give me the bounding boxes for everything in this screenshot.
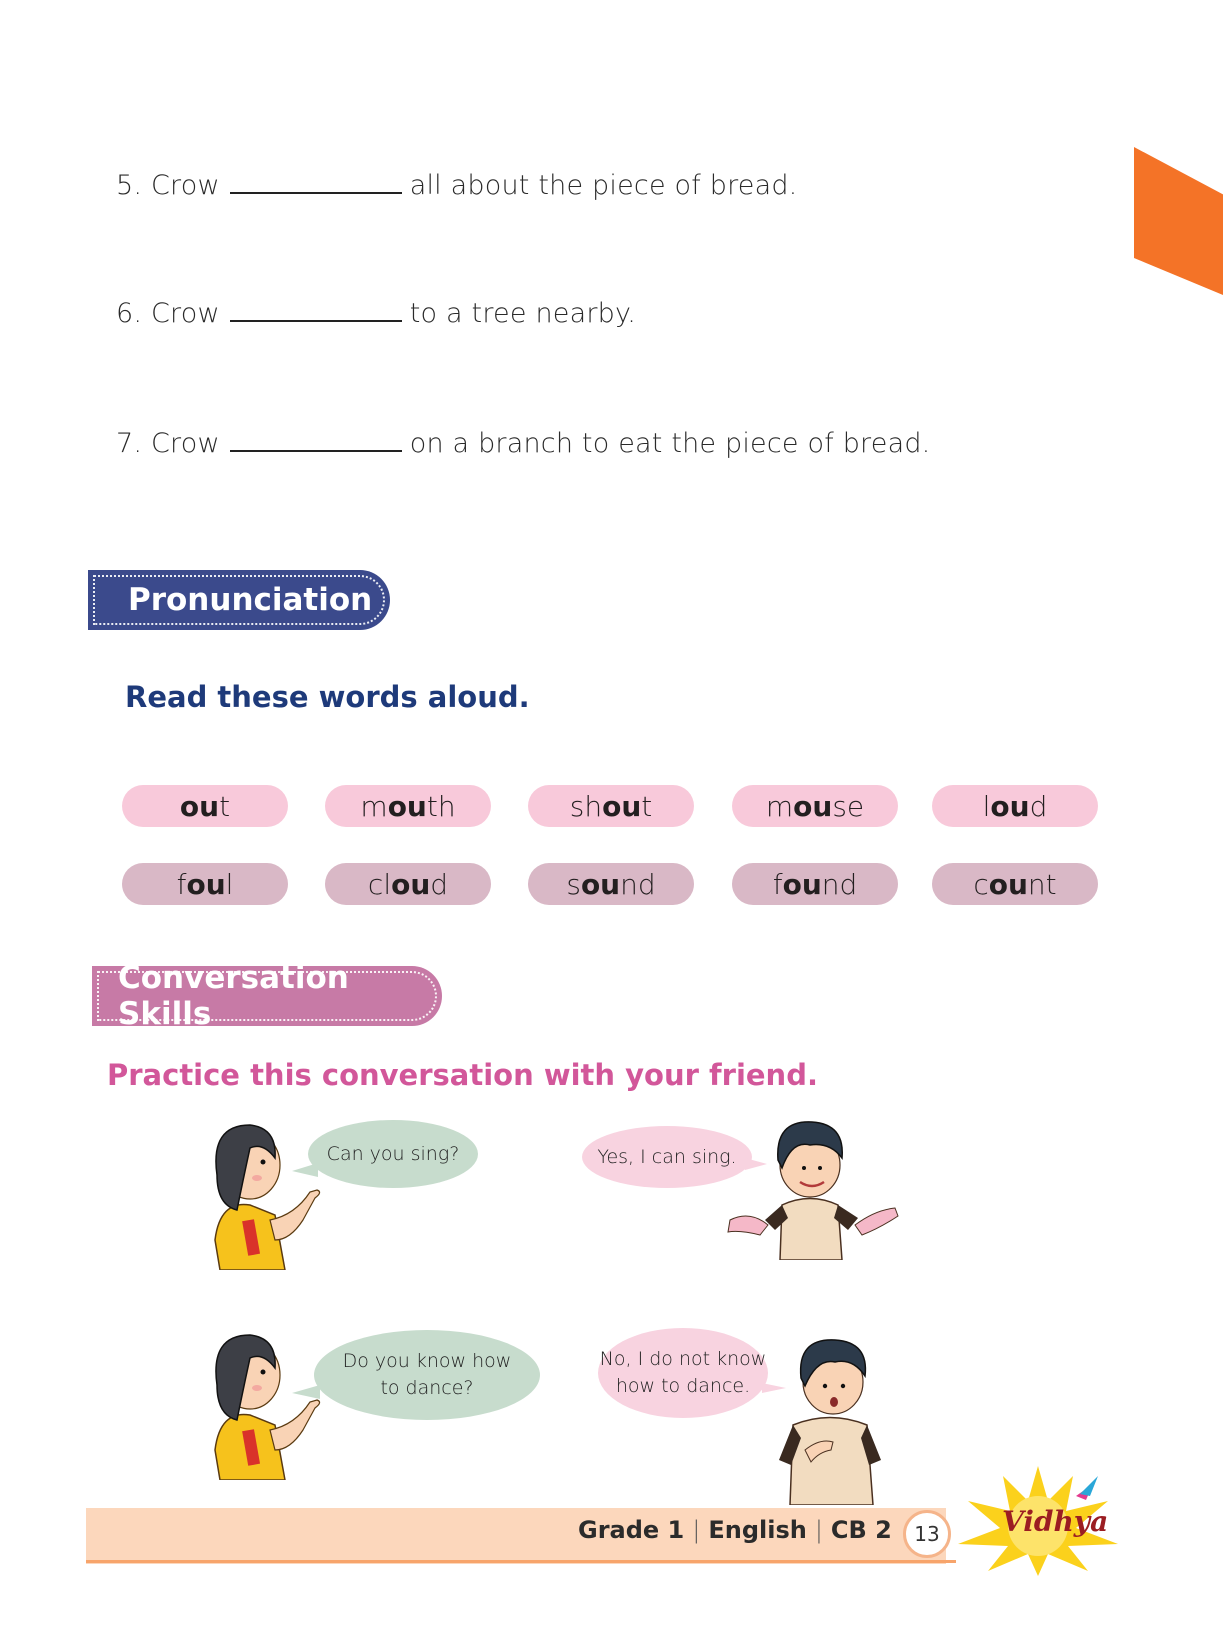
word-pill: cl ou d [325, 863, 491, 905]
answer-blank[interactable] [230, 449, 402, 452]
pronunciation-heading: Pronunciation [88, 570, 390, 630]
sentence-6: 6. Crow to a tree nearby. [116, 298, 637, 329]
word-pill: l ou d [932, 785, 1098, 827]
speech-bubble: Can you sing? [308, 1120, 478, 1188]
pronunciation-instruction: Read these words aloud. [125, 680, 530, 714]
brand-name: Vidhya [1002, 1505, 1109, 1538]
sentence-7: 7. Crow on a branch to eat the piece of bread. [116, 428, 931, 459]
bubble-tail [292, 1163, 318, 1177]
footer-underline [86, 1560, 956, 1563]
page-number: 13 [903, 1510, 951, 1558]
speech-bubble: Do you know how to dance? [314, 1330, 540, 1420]
boy-illustration [775, 1330, 895, 1505]
footer-book-info: Grade 1 | English | CB 2 [578, 1516, 892, 1544]
word-pill: f ou l [122, 863, 288, 905]
page-corner-tab [1134, 147, 1223, 295]
conversation-instruction: Practice this conversation with your friend. [107, 1058, 818, 1092]
girl-illustration [195, 1330, 325, 1480]
answer-blank[interactable] [230, 319, 402, 322]
girl-illustration [195, 1120, 325, 1270]
speech-bubble: No, I do not know how to dance. [598, 1328, 768, 1418]
word-pill: s ou nd [528, 863, 694, 905]
boy-illustration [720, 1110, 920, 1260]
word-pill: ou t [122, 785, 288, 827]
conversation-heading: Conversation Skills [92, 966, 442, 1026]
sentence-5: 5. Crow all about the piece of bread. [116, 170, 798, 201]
word-pill: m ou se [732, 785, 898, 827]
word-pill: m ou th [325, 785, 491, 827]
answer-blank[interactable] [230, 191, 402, 194]
bubble-tail [292, 1385, 320, 1399]
speech-bubble: Yes, I can sing. [582, 1126, 752, 1188]
word-pill: f ou nd [732, 863, 898, 905]
word-pill: sh ou t [528, 785, 694, 827]
word-pill: c ou nt [932, 863, 1098, 905]
